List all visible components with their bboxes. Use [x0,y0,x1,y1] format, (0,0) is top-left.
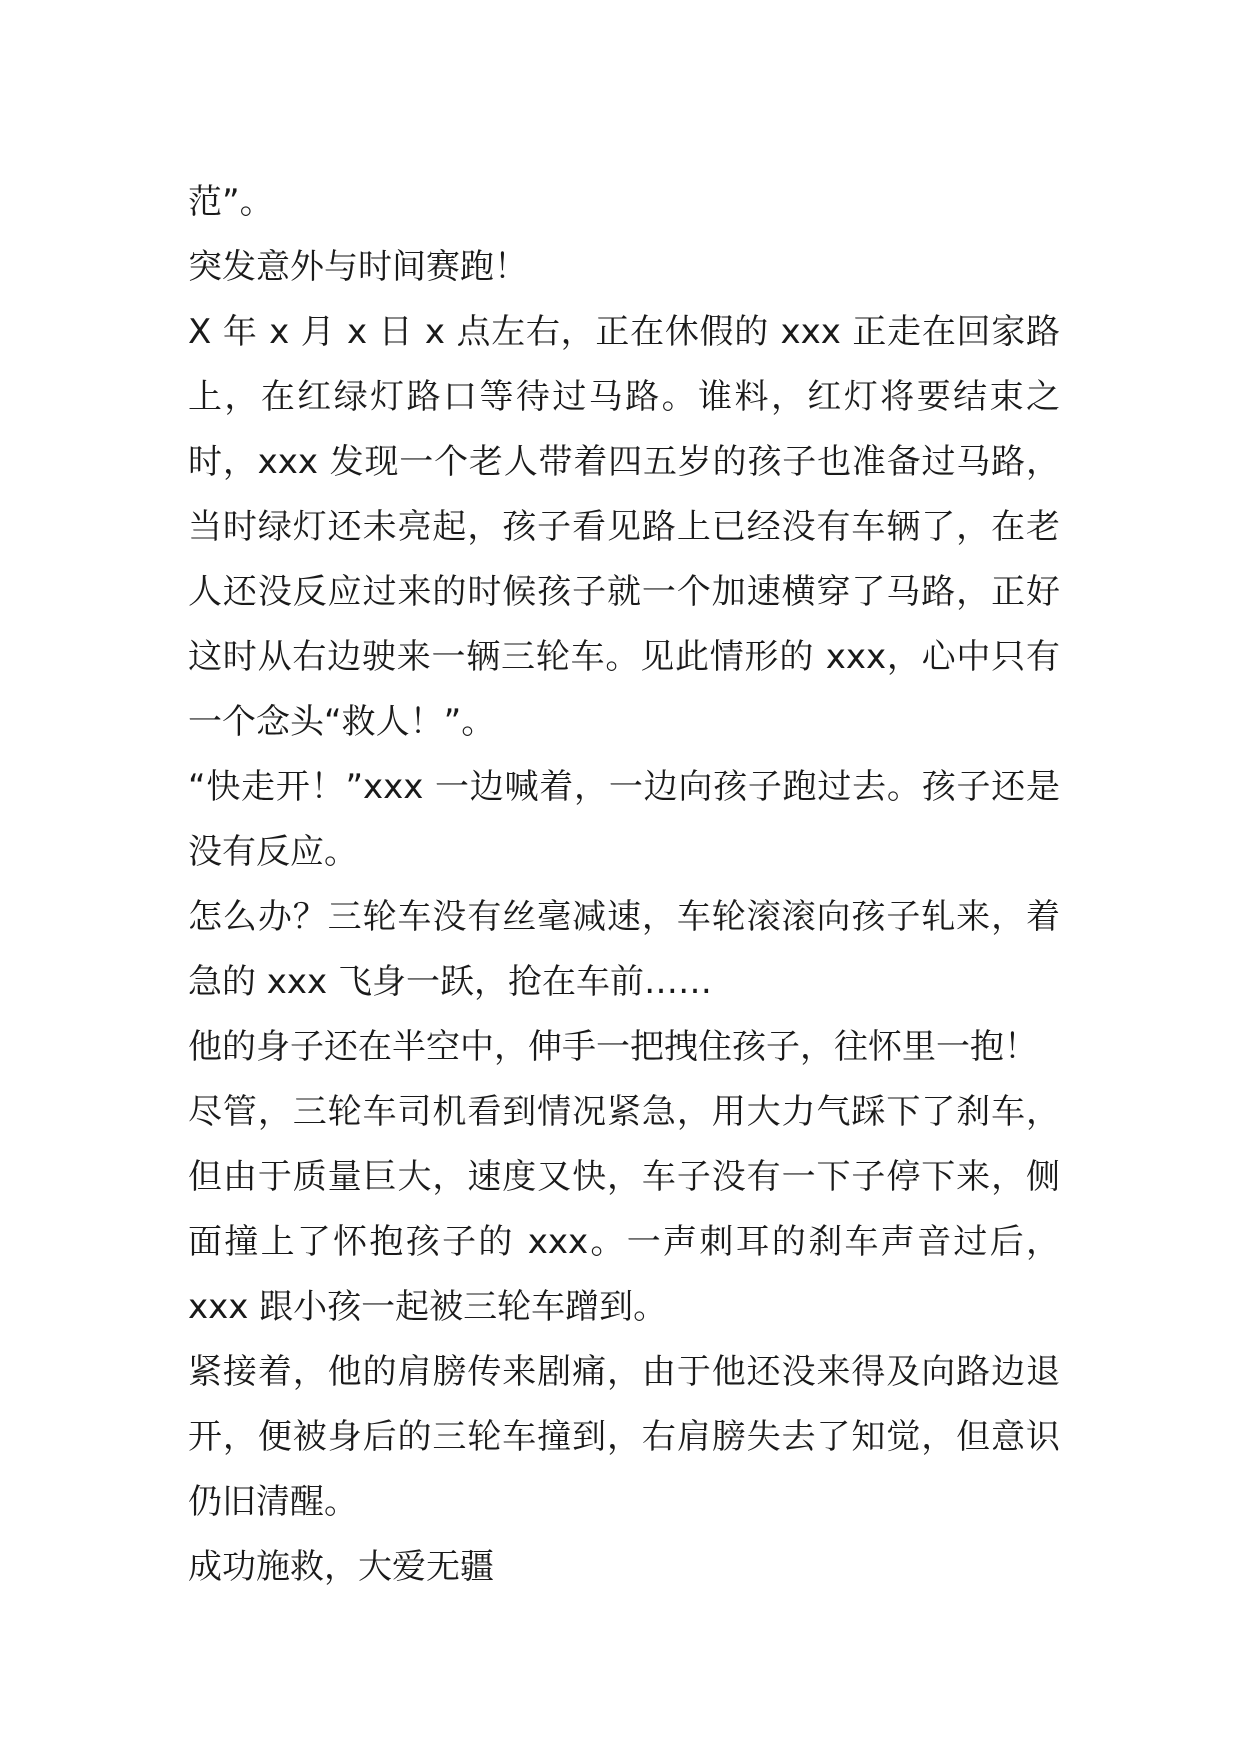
paragraph: 怎么办？三轮车没有丝毫减速，车轮滚滚向孩子轧来，着急的 xxx 飞身一跃，抢在车前…… [188,897,1060,1002]
paragraph: 范”。 [188,182,274,222]
paragraph: X 年 x 月 x 日 x 点左右，正在休假的 xxx 正走在回家路上，在红绿灯路口等待过马路。谁料，红灯将要结束之时，xxx 发现一个老人带着四五岁的孩子也准备过马路，当时绿灯还未亮起，孩子看见路上已经没有车辆了，在老人还没反应过来的时候孩子就一个加速横穿了马路，正好这时从右边驶来一辆三轮车。见此情形的 xxx，心中只有一个念头“救人！”。 [188,312,1060,742]
document-body [188,170,1060,1600]
paragraph: 他的身子还在半空中，伸手一把拽住孩子，往怀里一抱！ [188,1027,1038,1067]
section-heading: 成功施救，大爱无疆 [188,1547,494,1587]
paragraph: 尽管，三轮车司机看到情况紧急，用大力气踩下了刹车，但由于质量巨大，速度又快，车子没有一下子停下来，侧面撞上了怀抱孩子的 xxx。一声刺耳的刹车声音过后，xxx 跟小孩一起被三轮车蹭到。 [188,1092,1060,1327]
section-heading: 突发意外与时间赛跑！ [188,247,528,287]
paragraph: “快走开！”xxx 一边喊着，一边向孩子跑过去。孩子还是没有反应。 [188,767,1060,872]
paragraph: 紧接着，他的肩膀传来剧痛，由于他还没来得及向路边退开，便被身后的三轮车撞到，右肩膀失去了知觉，但意识仍旧清醒。 [188,1352,1060,1522]
